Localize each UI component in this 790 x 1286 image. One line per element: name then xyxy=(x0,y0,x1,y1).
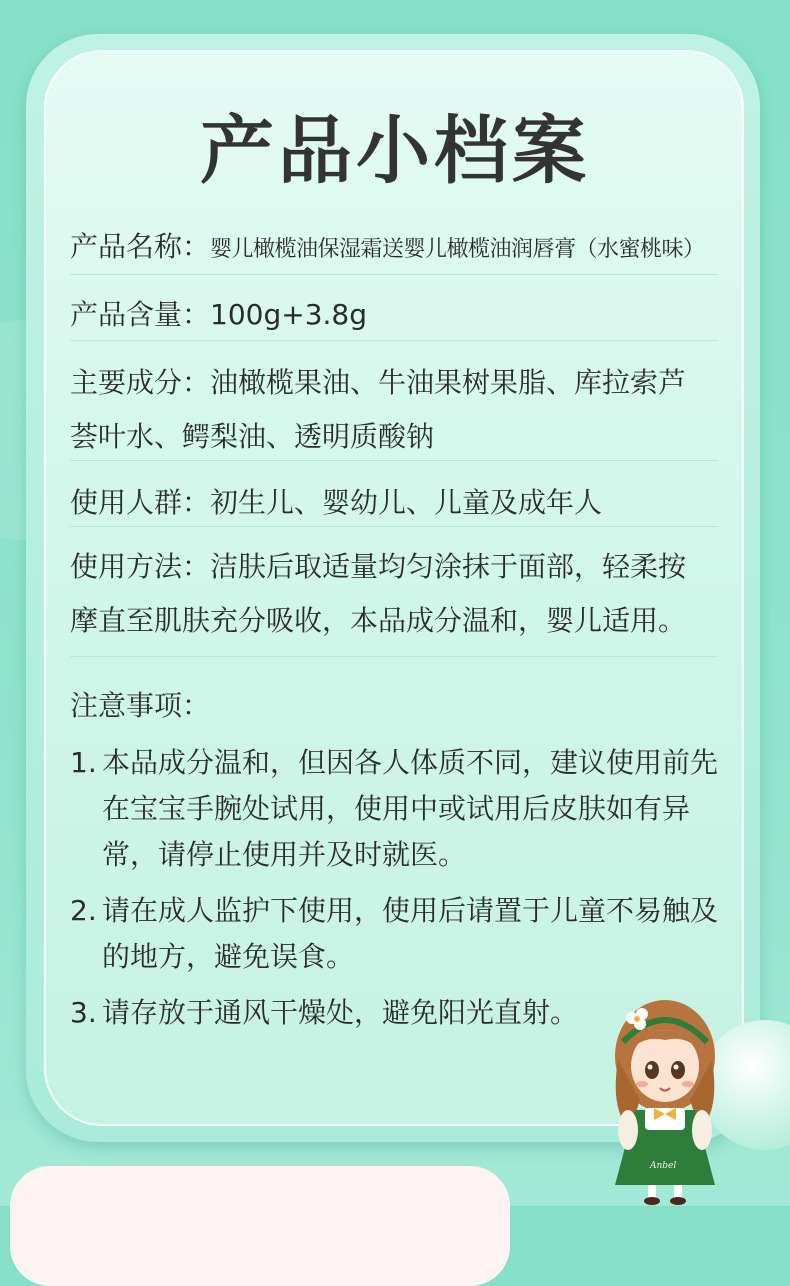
note-item xyxy=(70,740,720,878)
bottom-panel xyxy=(10,1166,510,1286)
product-name-value: 婴儿橄榄油保湿霜送婴儿橄榄油润唇膏（水蜜桃味） xyxy=(210,237,705,262)
users-value: 初生儿、婴幼儿、儿童及成年人 xyxy=(210,486,603,519)
usage-line1: 洁肤后取适量均匀涂抹于面部，轻柔按 xyxy=(210,550,687,583)
net-content-row xyxy=(70,288,720,342)
ingredients-line1: 油橄榄果油、牛油果树果脂、库拉索芦 xyxy=(210,366,687,399)
note-text: 请存放于通风干燥处，避免阳光直射。 xyxy=(102,996,579,1029)
notes-title: 注意事项： xyxy=(70,689,211,722)
page-title: 产品小档案 xyxy=(200,108,590,194)
note-number: 2. xyxy=(70,894,97,927)
usage-line2: 摩直至肌肤充分吸收，本品成分温和，婴儿适用。 xyxy=(70,604,687,637)
note-number: 1. xyxy=(70,746,97,779)
divider xyxy=(70,460,718,461)
product-name-row xyxy=(70,220,760,277)
divider xyxy=(70,656,718,657)
usage-row xyxy=(70,540,720,648)
users-label: 使用人群： xyxy=(70,486,211,519)
ingredients-row xyxy=(70,356,720,464)
divider xyxy=(70,340,718,341)
mascot-signature: Anbel xyxy=(650,1161,677,1171)
product-name-label: 产品名称： xyxy=(70,230,211,263)
mascot-girl-illustration xyxy=(590,990,740,1206)
ingredients-label: 主要成分： xyxy=(70,366,211,399)
users-row xyxy=(70,476,720,530)
note-text: 本品成分温和，但因各人体质不同，建议使用前先在宝宝手腕处试用，使用中或试用后皮肤如有异常，请停止使用并及时就医。 xyxy=(102,746,719,871)
note-item xyxy=(70,888,720,980)
notes-section xyxy=(70,682,720,1036)
ingredients-line2: 荟叶水、鳄梨油、透明质酸钠 xyxy=(70,420,435,453)
net-content-label: 产品含量： xyxy=(70,298,211,331)
usage-label: 使用方法： xyxy=(70,550,211,583)
note-number: 3. xyxy=(70,996,97,1029)
divider xyxy=(70,274,718,275)
note-text: 请在成人监护下使用，使用后请置于儿童不易触及的地方，避免误食。 xyxy=(102,894,719,973)
net-content-value: 100g+3.8g xyxy=(210,298,367,331)
divider xyxy=(70,526,718,527)
